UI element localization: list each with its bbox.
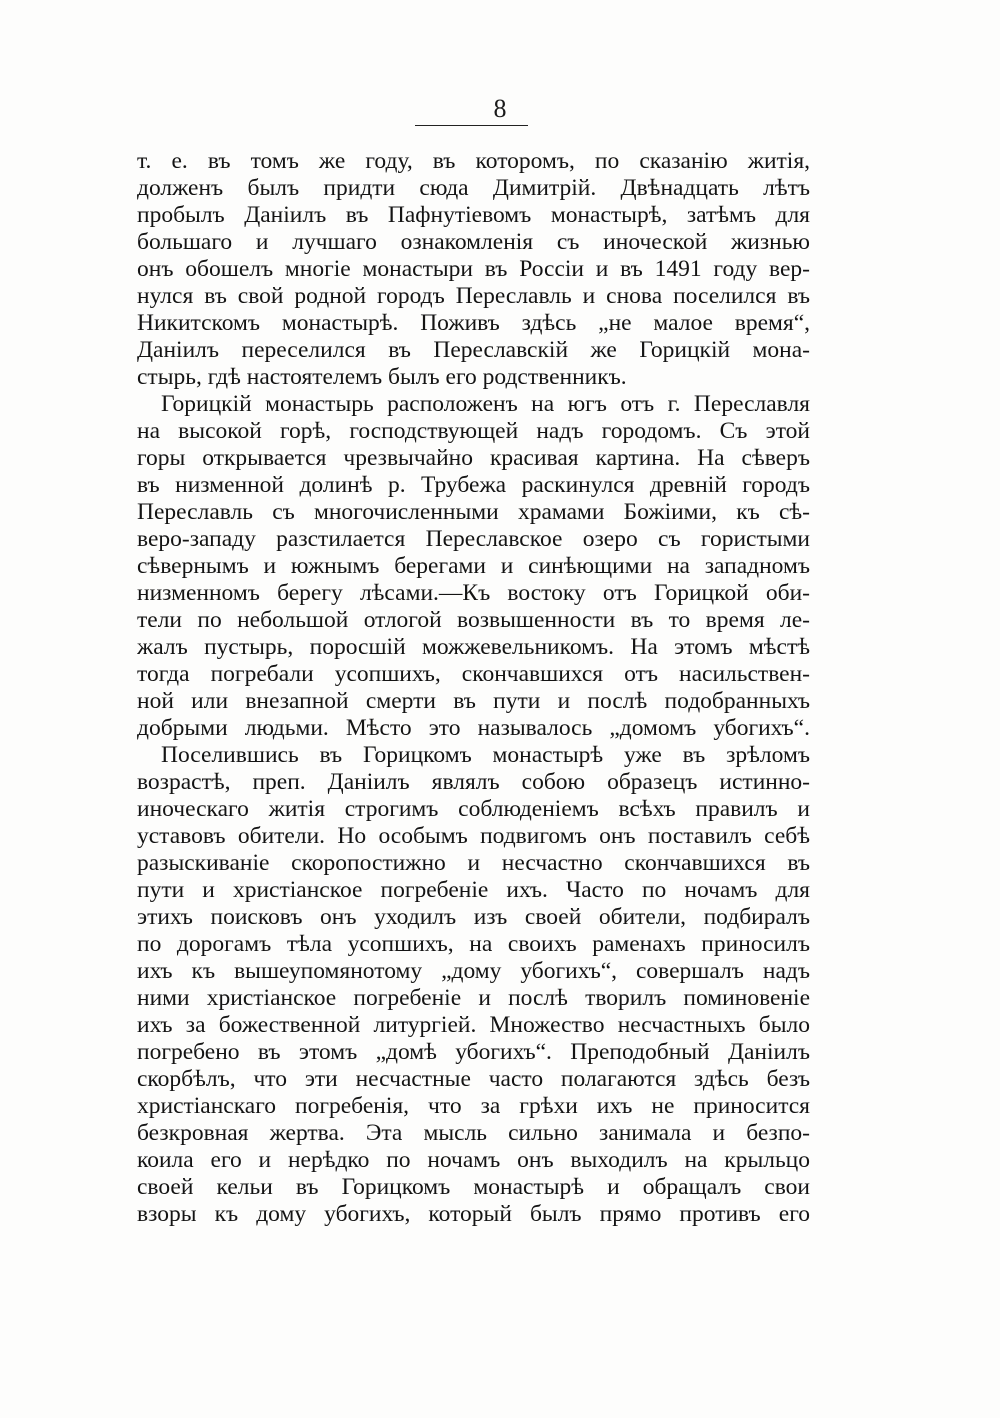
text-line: добрыми людьми. Мѣсто это называлось „домомъ убогихъ“. <box>137 715 810 741</box>
body-text <box>137 148 810 1228</box>
text-line: сѣвернымъ и южнымъ берегами и синѣющими на западномъ <box>137 553 810 579</box>
text-line: на высокой горѣ, господствующей надъ городомъ. Съ этой <box>137 418 810 444</box>
text-line: скорбѣлъ, что эти несчастные часто полагаются здѣсь безъ <box>137 1066 810 1092</box>
text-line: возрастѣ, преп. Даніилъ являлъ собою образецъ истинно- <box>137 769 810 795</box>
text-line: своей кельи въ Горицкомъ монастырѣ и обращалъ свои <box>137 1174 810 1200</box>
text-line: т. е. въ томъ же году, въ которомъ, по сказанію житія, <box>137 148 810 174</box>
text-line: по дорогамъ тѣла усопшихъ, на своихъ раменахъ приносилъ <box>137 931 810 957</box>
text-line: Горицкій монастырь расположенъ на югъ отъ г. Переславля <box>161 391 810 417</box>
text-line: Поселившись въ Горицкомъ монастырѣ уже въ зрѣломъ <box>161 742 810 768</box>
text-line: большаго и лучшаго ознакомленія съ иноческой жизнью <box>137 229 810 255</box>
text-line: коила его и нерѣдко по ночамъ онъ выходилъ на крыльцо <box>137 1147 810 1173</box>
paragraph <box>137 148 810 391</box>
text-line: ихъ къ вышеупомянотому „дому убогихъ“, совершалъ надъ <box>137 958 810 984</box>
text-line: веро-западу разстилается Переславское озеро съ гористыми <box>137 526 810 552</box>
text-line: безкровная жертва. Эта мысль сильно занимала и безпо- <box>137 1120 810 1146</box>
page-number: 8 <box>493 94 507 123</box>
text-line: ной или внезапной смерти въ пути и послѣ подобранныхъ <box>137 688 810 714</box>
text-line: взоры къ дому убогихъ, который былъ прямо противъ его <box>137 1201 810 1227</box>
text-line: этихъ поисковъ онъ уходилъ изъ своей обители, подбиралъ <box>137 904 810 930</box>
text-line: уставовъ обители. Но особымъ подвигомъ онъ поставилъ себѣ <box>137 823 810 849</box>
paragraph <box>137 391 810 742</box>
text-line: Переславль съ многочисленными храмами Божіими, къ сѣ- <box>137 499 810 525</box>
text-line: Никитскомъ монастырѣ. Поживъ здѣсь „не малое время“, <box>137 310 810 336</box>
text-line: низменномъ берегу лѣсами.—Къ востоку отъ Горицкой оби- <box>137 580 810 606</box>
text-line: Даніилъ переселился въ Переславскій же Горицкій мона- <box>137 337 810 363</box>
text-line: иноческаго житія строгимъ соблюденіемъ всѣхъ правилъ и <box>137 796 810 822</box>
text-line: онъ обошелъ многіе монастыри въ Россіи и въ 1491 году вер- <box>137 256 810 282</box>
text-line: тели по небольшой отлогой возвышенности въ то время ле- <box>137 607 810 633</box>
text-line: горы открывается чрезвычайно красивая картина. На сѣверъ <box>137 445 810 471</box>
paragraph <box>137 742 810 1228</box>
text-line: нулся въ свой родной городъ Переславль и снова поселился въ <box>137 283 810 309</box>
text-line: пути и христіанское погребеніе ихъ. Часто по ночамъ для <box>137 877 810 903</box>
text-line: въ низменной долинѣ р. Трубежа раскинулся древній городъ <box>137 472 810 498</box>
text-line: ними христіанское погребеніе и послѣ творилъ поминовеніе <box>137 985 810 1011</box>
text-line: разыскиваніе скоропостижно и несчастно скончавшихся въ <box>137 850 810 876</box>
text-line: христіанскаго погребенія, что за грѣхи ихъ не приносится <box>137 1093 810 1119</box>
page-number-rule <box>415 125 528 126</box>
text-line: жалъ пустырь, поросшій можжевельникомъ. На этомъ мѣстѣ <box>137 634 810 660</box>
text-line: стырь, гдѣ настоятелемъ былъ его родственникъ. <box>137 364 627 390</box>
text-line: долженъ былъ придти сюда Димитрій. Двѣнадцать лѣтъ <box>137 175 810 201</box>
text-line: погребено въ этомъ „домѣ убогихъ“. Преподобный Даніилъ <box>137 1039 810 1065</box>
text-line: тогда погребали усопшихъ, скончавшихся отъ насильствен- <box>137 661 810 687</box>
text-line: пробылъ Даніилъ въ Пафнутіевомъ монастырѣ, затѣмъ для <box>137 202 810 228</box>
text-line: ихъ за божественной литургіей. Множество несчастныхъ было <box>137 1012 810 1038</box>
